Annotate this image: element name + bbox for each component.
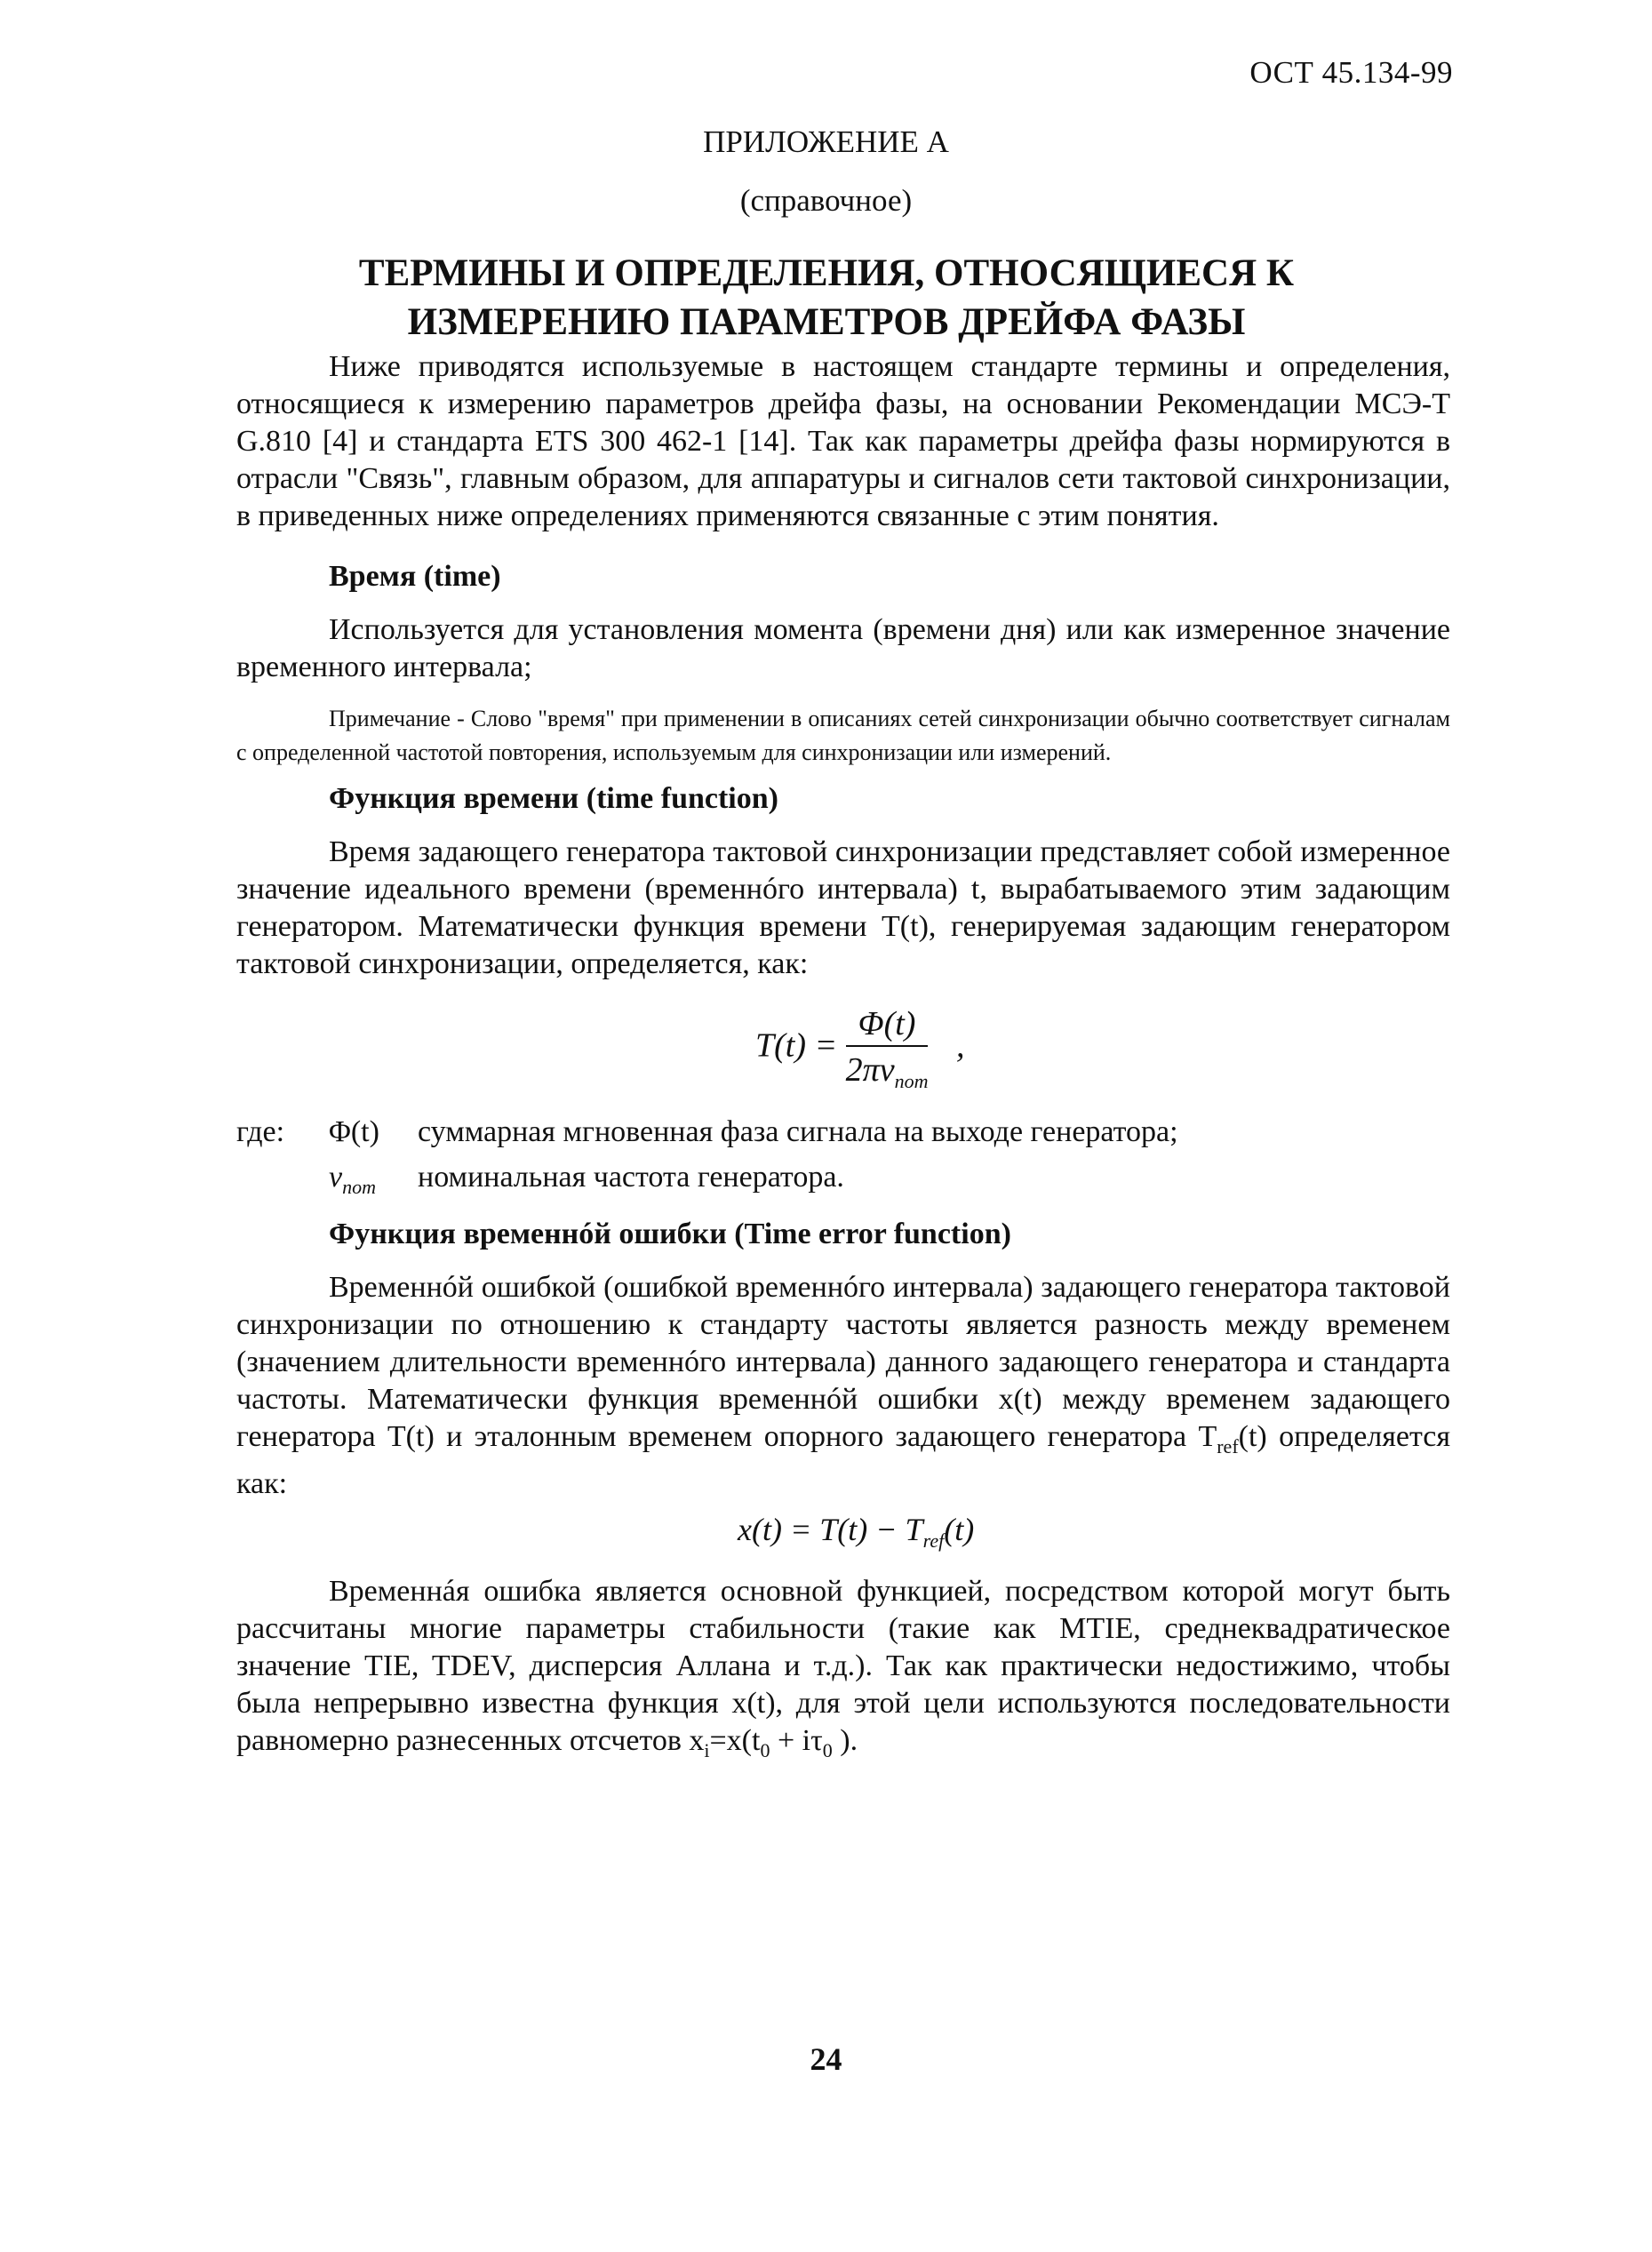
formula-denominator: $2\pi\nu_{nom}$: [845, 1051, 929, 1092]
time-error-paragraph: Временнáя ошибка является основной функцией, посредством которой могут быть рассчитаны многие параметры стабильности (такие как MTIE, среднеквадратическое значение TIE, TDEV, дисперсия Аллана и т.д.). Так как практически недостижимо, чтобы была непрерывно известна функция x(t), для этой цели используются последовательности равномерно разнесенных отсчетов $x_i=x(t_0 + i\tau_0$ ).: [236, 1575, 1450, 1761]
document-code: ОСТ 45.134-99: [1249, 55, 1453, 90]
intro-paragraph: Ниже приводятся используемые в настоящем стандарте термины и определения, относящиеся к измерению параметров дрейфа фазы, на основании Рекомендации МСЭ-Т G.810 [4] и стандарта ETS 300 462-1 [14]. Так как параметры дрейфа фазы нормируются в отрасли "Связь", главным образом, для аппаратуры и сигналов сети тактовой синхронизации, в приведенных ниже определениях применяются связанные с этим понятия.: [236, 350, 1450, 532]
def2-symbol: $\nu_{nom}$: [329, 1161, 376, 1198]
formula-comma: ,: [955, 1026, 965, 1065]
appendix-title: ПРИЛОЖЕНИЕ А: [703, 124, 949, 159]
time-definition: Используется для установления момента (времени дня) или как измеренное значение временного интервала;: [236, 613, 1450, 683]
def1-text: суммарная мгновенная фаза сигнала на выходе генератора;: [418, 1115, 1178, 1148]
page-number: 24: [810, 2041, 842, 2077]
term-time: Время (time): [329, 560, 501, 593]
time-error-formula: $x(t) = T(t) - T_{ref}(t)$: [738, 1512, 975, 1552]
def2-text: номинальная частота генератора.: [418, 1161, 844, 1194]
formula-numerator: Φ(t): [846, 1004, 929, 1047]
formula-fraction: [846, 1004, 929, 1093]
time-error-definition: Временнóй ошибкой (ошибкой временнóго интервала) задающего генератора тактовой синхронизации по отношению к стандарту частоты является разность между временем (значением длительности временнóго интервала) данного задающего генератора и стандарта частоты. Математически функция временнóй ошибки x(t) между временем задающего генератора T(t) и эталонным временем опорного задающего генератора $T_{ref}(t)$ определяется как:: [236, 1271, 1450, 1500]
time-function-definition: Время задающего генератора тактовой синхронизации представляет собой измеренное значение идеального времени (временнóго интервала) t, вырабатываемого этим задающим генератором. Математически функция времени T(t), генерируемая задающим генератором тактовой синхронизации, определяется, как:: [236, 835, 1450, 980]
term-time-function: Функция времени (time function): [329, 782, 778, 815]
section-heading: ТЕРМИНЫ И ОПРЕДЕЛЕНИЯ, ОТНОСЯЩИЕСЯ К ИЗМЕРЕНИЮ ПАРАМЕТРОВ ДРЕЙФА ФАЗЫ: [358, 252, 1295, 343]
def1-symbol: Φ(t): [329, 1115, 379, 1148]
appendix-subtitle: (справочное): [739, 183, 913, 218]
time-note: Примечание - Слово "время" при применении в описаниях сетей синхронизации обычно соответствует сигналам с определенной частотой повторения, используемым для синхронизации или измерений.: [236, 706, 1450, 765]
time-function-formula: [755, 1004, 964, 1093]
where-label: где:: [236, 1115, 285, 1148]
formula-lhs: T(t) =: [755, 1026, 838, 1065]
term-time-error-function: Функция временнóй ошибки (Time error function): [329, 1218, 1011, 1250]
